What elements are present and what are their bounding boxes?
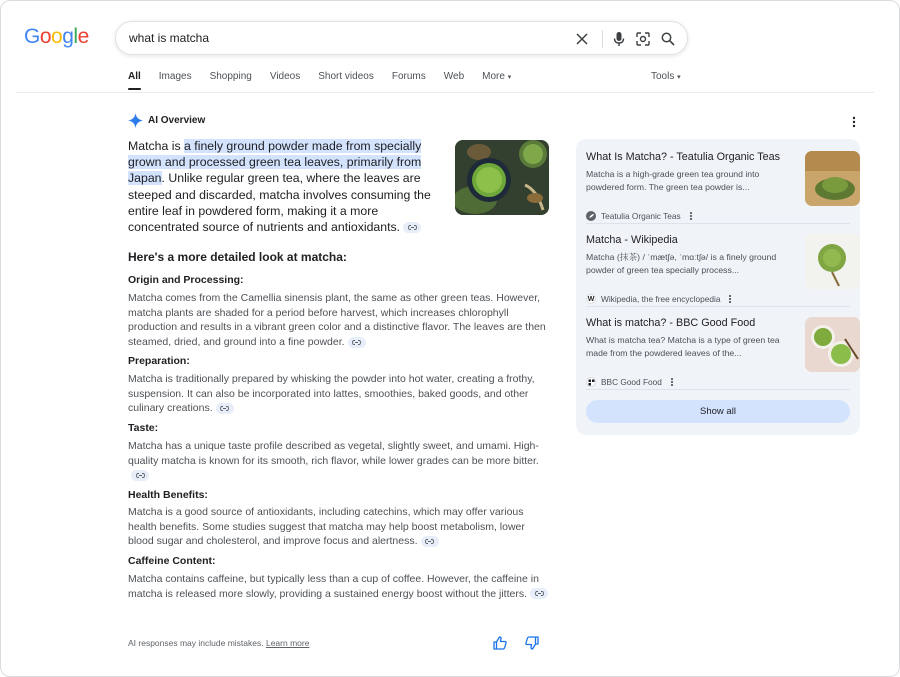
section-text-taste [128, 439, 553, 483]
intro-text-start: Matcha is [128, 139, 185, 153]
source-title[interactable]: What Is Matcha? - Teatulia Organic Teas [586, 151, 781, 163]
learn-more-link[interactable]: Learn more [265, 638, 310, 648]
intro-highlight: a finely ground powder made from specially grown and processed green tea leaves, primarily from Japan [128, 139, 422, 186]
source-link-icon[interactable] [216, 403, 234, 414]
wikipedia-favicon-icon: W [587, 295, 595, 303]
source-site-name: Teatulia Organic Teas [601, 211, 681, 221]
source-card[interactable] [586, 317, 850, 397]
tab-images[interactable]: Images [158, 71, 192, 82]
source-site-name: Wikipedia, the free encyclopedia [601, 294, 721, 304]
intro-text-rest: . Unlike regular green tea, where the leaves are steeped and discarded, matcha involves consuming the entire leaf in powdered form, making it a more concentrated source of nutrients and antioxidants. [128, 171, 431, 235]
thumbs-down-icon[interactable] [524, 635, 540, 651]
sources-panel [576, 139, 860, 435]
section-text-health [128, 505, 553, 549]
section-heading-health: Health Benefits: [128, 489, 208, 501]
source-card[interactable] [586, 234, 850, 314]
section-text: Matcha is traditionally prepared by whisking the powder into hot water, creating a frothy, suspension. It can also be incorporated into lattes, smoothies, baked goods, and other culinary creations. [128, 373, 535, 415]
tab-forums[interactable]: Forums [391, 71, 426, 82]
source-link-icon[interactable] [348, 337, 366, 348]
detail-heading: Here's a more detailed look at matcha: [128, 250, 347, 264]
source-description: What is matcha tea? Matcha is a type of green tea made from the powdered leaves of the... [586, 335, 780, 359]
tab-short-videos[interactable]: Short videos [318, 71, 374, 82]
teatulia-favicon-icon [586, 211, 596, 221]
source-thumbnail [805, 151, 860, 206]
ai-overview-label: AI Overview [148, 115, 206, 126]
disclaimer-text: AI responses may include mistakes. [128, 638, 264, 648]
matcha-image[interactable] [455, 140, 549, 215]
source-site [586, 377, 675, 387]
ai-overview-header [128, 113, 205, 128]
section-heading-preparation: Preparation: [128, 355, 190, 367]
more-options-icon[interactable] [669, 377, 675, 387]
search-icon[interactable] [659, 30, 677, 48]
source-title[interactable]: Matcha - Wikipedia [586, 234, 678, 246]
section-text: Matcha contains caffeine, but typically less than a cup of coffee. However, the caffeine in matcha is released more slowly, providing a sustained energy boost without the jitters. [128, 573, 539, 600]
tab-all[interactable]: All [128, 71, 141, 90]
card-divider [586, 389, 850, 390]
section-text: Matcha comes from the Camellia sinensis plant, the same as other green teas. However, matcha plants are shaded for a period before harvest, which increases chlorophyll production and results in a vibrant green color and a distinctive flavor. The leaves are then steamed, dried, and ground into a fine powder. [128, 292, 546, 348]
thumbs-up-icon[interactable] [492, 635, 508, 651]
tools-button[interactable] [651, 71, 681, 82]
source-site [586, 294, 733, 304]
header-divider [16, 92, 874, 93]
section-text-origin [128, 291, 553, 349]
source-title[interactable]: What is matcha? - BBC Good Food [586, 317, 756, 329]
source-link-icon[interactable] [530, 588, 548, 599]
source-thumbnail [805, 234, 860, 289]
search-divider [602, 30, 603, 48]
source-site [586, 211, 694, 221]
more-options-icon[interactable] [688, 211, 694, 221]
section-heading-origin: Origin and Processing: [128, 274, 244, 286]
tab-videos[interactable]: Videos [269, 71, 301, 82]
source-site-name: BBC Good Food [601, 377, 662, 387]
card-divider [586, 223, 850, 224]
gemini-sparkle-icon [128, 113, 143, 128]
tab-more[interactable] [482, 71, 511, 90]
tab-more-label: More [482, 71, 505, 82]
source-thumbnail [805, 317, 860, 372]
tools-label: Tools [651, 71, 675, 82]
tab-shopping[interactable]: Shopping [209, 71, 252, 82]
section-text-caffeine [128, 572, 553, 601]
section-text-preparation [128, 372, 553, 416]
search-input[interactable] [129, 31, 559, 45]
microphone-icon[interactable] [610, 30, 628, 48]
tab-web[interactable]: Web [443, 71, 465, 82]
search-tabs [128, 71, 529, 90]
source-card[interactable] [586, 151, 850, 231]
ai-overview-intro [128, 138, 448, 235]
source-description: Matcha (抹茶) / ˈmætʃə, ˈmɑːtʃə/ is a finely ground powder of green tea specially process... [586, 252, 777, 276]
section-text: Matcha is a good source of antioxidants, including catechins, which may offer various health benefits. Some studies suggest that matcha may help boost metabolism, lower blood sugar and cholesterol, and improve focus and alertness. [128, 506, 525, 548]
card-divider [586, 306, 850, 307]
more-options-icon[interactable] [727, 294, 733, 304]
section-heading-caffeine: Caffeine Content: [128, 555, 216, 567]
caret-down-icon: ▾ [507, 74, 512, 81]
more-options-icon[interactable] [848, 115, 860, 129]
section-heading-taste: Taste: [128, 422, 159, 434]
source-link-icon[interactable] [131, 470, 149, 481]
google-logo[interactable]: Google [24, 25, 89, 48]
search-box [115, 21, 688, 55]
source-link-icon[interactable] [421, 536, 439, 547]
caret-down-icon: ▾ [677, 74, 681, 81]
show-all-button[interactable]: Show all [586, 400, 850, 423]
source-link-icon[interactable] [403, 222, 421, 233]
ai-disclaimer [128, 638, 309, 648]
source-description: Matcha is a high-grade green tea ground into powdered form. The green tea powder is... [586, 169, 760, 193]
camera-lens-icon[interactable] [634, 30, 652, 48]
section-text: Matcha has a unique taste profile described as vegetal, slightly sweet, and umami. High-quality matcha is known for its smooth, rich flavor, while lower grades can be more bitter. [128, 440, 539, 467]
clear-icon[interactable] [573, 30, 591, 48]
bbc-good-food-favicon-icon [586, 377, 596, 387]
